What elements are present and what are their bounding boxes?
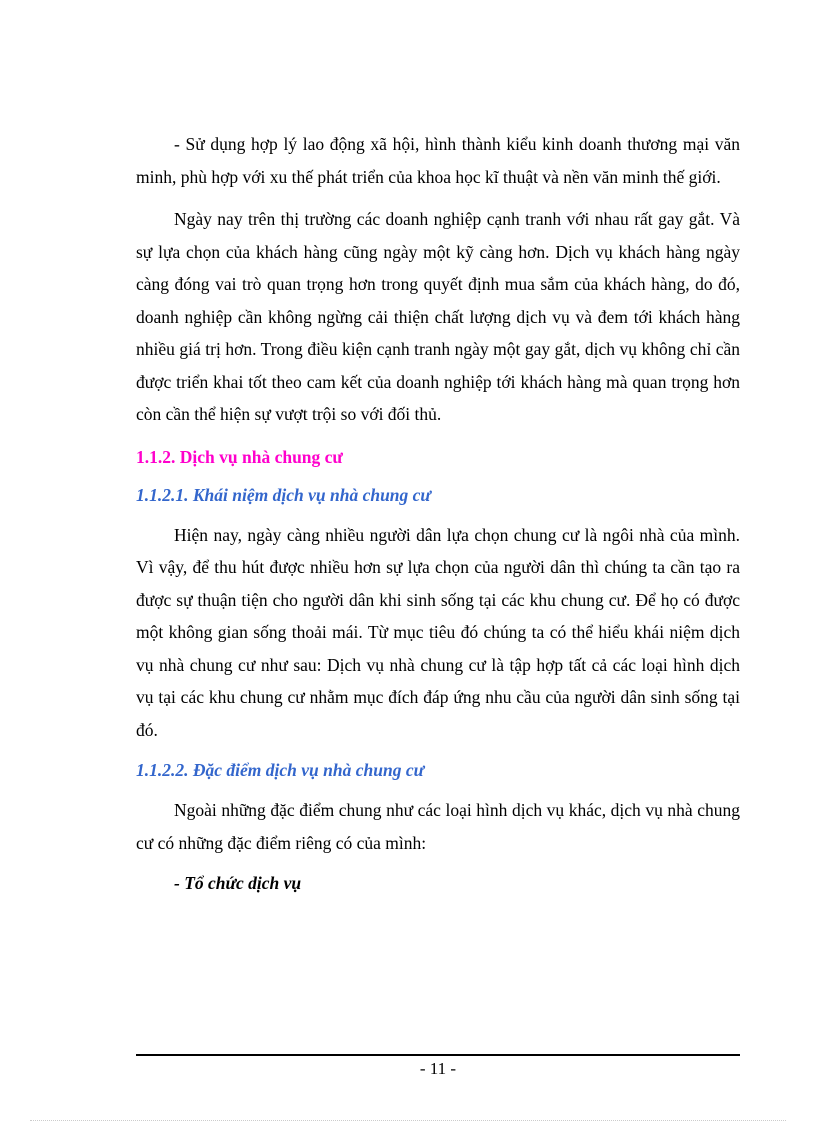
list-item-organization: - Tổ chức dịch vụ (174, 873, 302, 893)
footer-divider (136, 1054, 740, 1056)
page-number: - 11 - (419, 1059, 457, 1078)
section-heading: 1.1.2. Dịch vụ nhà chung cư (136, 446, 343, 467)
page-edge (30, 1120, 786, 1121)
paragraph-competition: Ngày nay trên thị trường các doanh nghiệp cạnh tranh với nhau rất gay gắt. Và sự lựa chọn của khách hàng cũng ngày một kỹ càng hơn. Dịch vụ khách hàng ngày càng đóng vai trò quan trọng hơn trong quyết định mua sắm của khách hàng, do đó, doanh nghiệp cần không ngừng cải thiện chất lượng dịch vụ và đem tới khách hàng nhiều giá trị hơn. Trong điều kiện cạnh tranh ngày một gay gắt, dịch vụ không chỉ cần được triển khai tốt theo cam kết của doanh nghiệp tới khách hàng mà quan trọng hơn còn cần thể hiện sự vượt trội so với đối thủ. (136, 209, 740, 424)
subsection-heading-features: 1.1.2.2. Đặc điểm dịch vụ nhà chung cư (136, 760, 425, 780)
paragraph-concept: Hiện nay, ngày càng nhiều người dân lựa chọn chung cư là ngôi nhà của mình. Vì vậy, để thu hút được nhiều hơn sự lựa chọn của người dân thì chúng ta cần tạo ra được sự thuận tiện cho người dân khi sinh sống tại các khu chung cư. Để họ có được một không gian sống thoải mái. Từ mục tiêu đó chúng ta có thể hiểu khái niệm dịch vụ nhà chung cư như sau: Dịch vụ nhà chung cư là tập hợp tất cả các loại hình dịch vụ tại các khu chung cư nhằm mục đích đáp ứng nhu cầu của người dân sinh sống tại đó. (136, 524, 740, 740)
subsection-heading-concept: 1.1.2.1. Khái niệm dịch vụ nhà chung cư (136, 484, 431, 505)
paragraph-features: Ngoài những đặc điểm chung như các loại hình dịch vụ khác, dịch vụ nhà chung cư có những đặc điểm riêng có của mình: (136, 800, 740, 853)
page-body (136, 128, 740, 895)
paragraph-social-labor: - Sử dụng hợp lý lao động xã hội, hình thành kiểu kinh doanh thương mại văn minh, phù hợp với xu thế phát triển của khoa học kĩ thuật và nền văn minh thế giới. (136, 134, 740, 187)
